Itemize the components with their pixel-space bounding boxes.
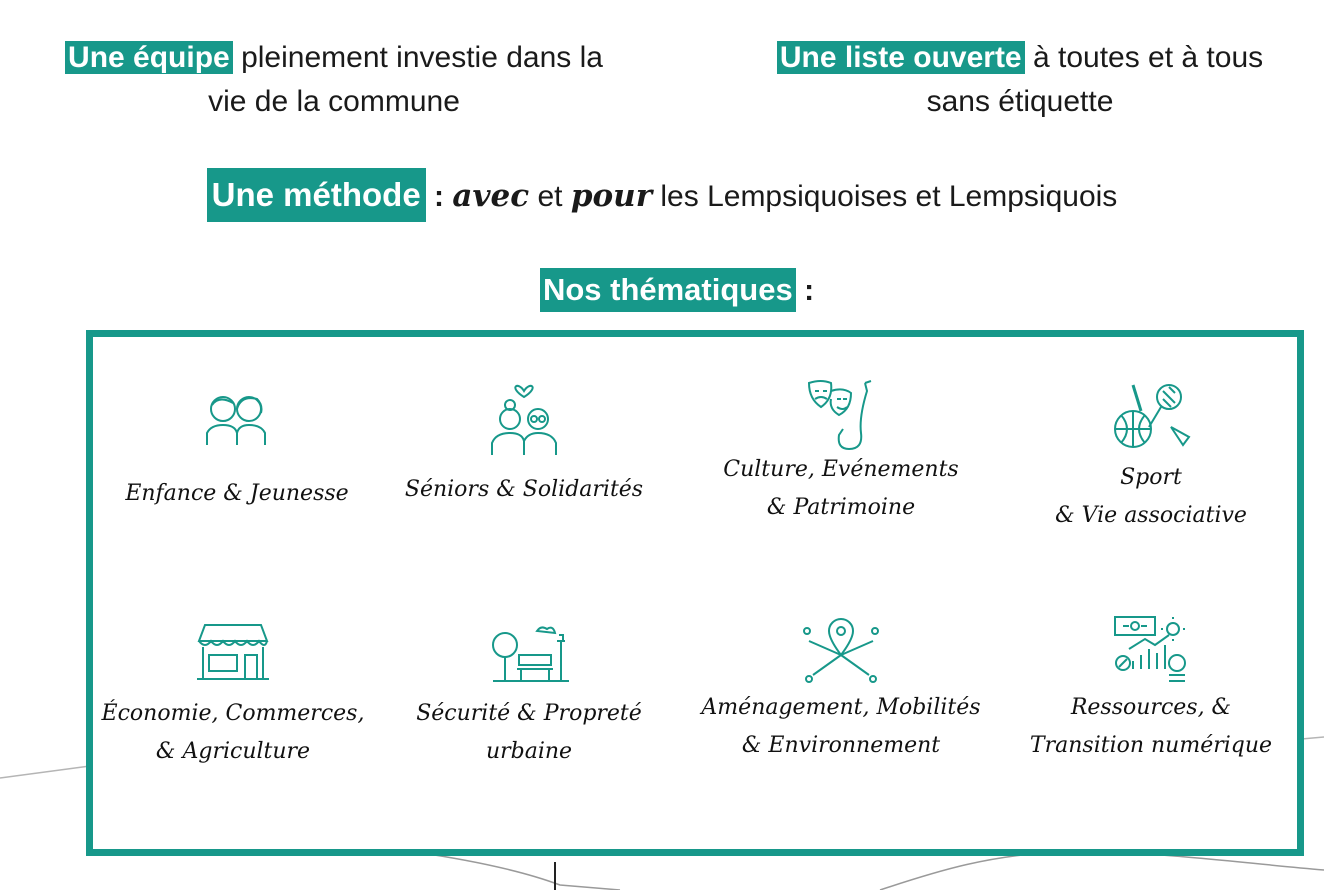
theme-label: Enfance & Jeunesse (125, 481, 349, 506)
theme-label: Culture, Evénements (723, 457, 959, 482)
list-highlight: Une liste ouverte (777, 41, 1025, 74)
theme-label: Aménagement, Mobilités (701, 695, 981, 720)
team-text-1: pleinement investie dans la (241, 41, 603, 74)
theme-label: Transition numérique (1029, 733, 1273, 758)
list-text-1: à toutes et à tous (1032, 41, 1264, 74)
theme-seniors (393, 377, 655, 509)
theme-securite (399, 621, 659, 771)
theme-label: & Patrimoine (766, 495, 916, 520)
team-text-2: vie de la commune (208, 85, 460, 118)
method-highlight: Une méthode (207, 168, 426, 222)
themes-frame (86, 330, 1304, 856)
theme-label: & Vie associative (1055, 503, 1247, 528)
sports-balls-icon (1111, 379, 1191, 451)
team-statement (0, 36, 668, 124)
location-arrows-icon (801, 613, 881, 685)
theme-economie (97, 621, 369, 771)
theme-culture (703, 377, 979, 527)
theme-enfance (111, 385, 363, 513)
theme-amenagement (693, 613, 989, 765)
method-rest: les Lempsiquoises et Lempsiquois (660, 180, 1118, 213)
theme-label: Sécurité & Propreté (416, 701, 642, 726)
theme-label: Séniors & Solidarités (404, 477, 644, 502)
list-statement (700, 36, 1324, 124)
team-highlight: Une équipe (65, 41, 233, 74)
theme-sport (1021, 379, 1281, 535)
themes-heading (0, 268, 1324, 313)
theme-label: Sport (1120, 465, 1182, 490)
theme-label: & Agriculture (155, 739, 311, 764)
park-bench-icon (489, 621, 569, 685)
themes-colon: : (804, 274, 815, 307)
theater-masks-saxophone-icon (801, 377, 881, 453)
list-text-2: sans étiquette (926, 85, 1114, 118)
theme-ressources (1011, 613, 1291, 765)
finance-growth-icon (1111, 613, 1191, 685)
themes-highlight: Nos thématiques (540, 268, 796, 312)
method-statement (0, 168, 1324, 222)
theme-label: Ressources, & (1070, 695, 1232, 720)
method-colon: : (434, 180, 445, 213)
theme-label: Économie, Commerces, (101, 701, 365, 726)
method-pour: pour (570, 178, 653, 214)
theme-label: & Environnement (741, 733, 941, 758)
elderly-couple-icon (484, 377, 564, 457)
method-avec: avec (452, 178, 530, 214)
shop-icon (193, 621, 273, 685)
children-icon (197, 385, 277, 449)
theme-label: urbaine (485, 739, 573, 764)
method-et: et (537, 180, 563, 213)
